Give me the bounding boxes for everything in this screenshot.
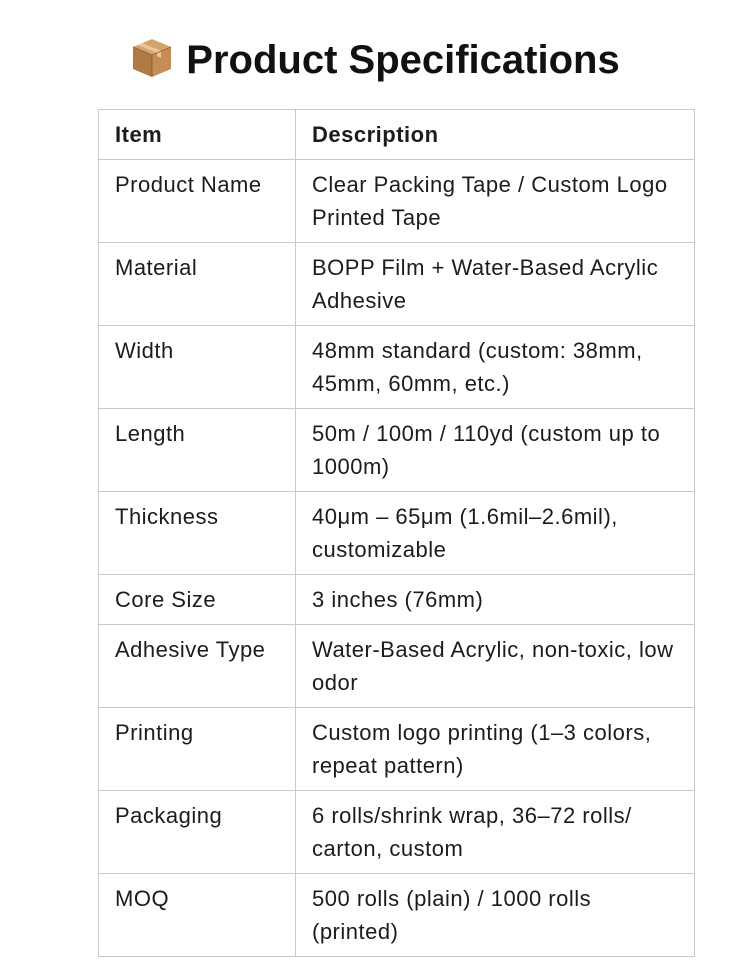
table-row (99, 874, 695, 957)
row-item: Width (99, 326, 296, 409)
row-description: 500 rolls (plain) / 1000 rolls (printed) (296, 874, 695, 957)
row-description: 50m / 100m / 110yd (custom up to 1000m) (296, 409, 695, 492)
row-description: Water-Based Acrylic, non-toxic, low odor (296, 625, 695, 708)
table-row (99, 326, 695, 409)
row-item: Material (99, 243, 296, 326)
row-item: Length (99, 409, 296, 492)
row-description: Clear Packing Tape / Custom Logo Printed Tape (296, 160, 695, 243)
column-header-description: Description (296, 110, 695, 160)
row-description: 3 inches (76mm) (296, 575, 695, 625)
table-row (99, 243, 695, 326)
column-header-item: Item (99, 110, 296, 160)
row-description: Custom logo printing (1–3 colors, repeat pattern) (296, 708, 695, 791)
page-title-text: Product Specifications (186, 38, 620, 82)
row-item: Packaging (99, 791, 296, 874)
row-description: BOPP Film + Water-Based Acrylic Adhesive (296, 243, 695, 326)
table-row (99, 492, 695, 575)
row-description: 48mm standard (custom: 38mm, 45mm, 60mm, etc.) (296, 326, 695, 409)
table-row (99, 625, 695, 708)
table-row (99, 409, 695, 492)
row-item: Printing (99, 708, 296, 791)
table-header-row (99, 110, 695, 160)
row-description: 40μm – 65μm (1.6mil–2.6mil), customizable (296, 492, 695, 575)
row-item: Adhesive Type (99, 625, 296, 708)
row-item: MOQ (99, 874, 296, 957)
row-item: Thickness (99, 492, 296, 575)
table-row (99, 791, 695, 874)
table-row (99, 708, 695, 791)
package-box-icon (130, 36, 174, 80)
row-item: Product Name (99, 160, 296, 243)
row-item: Core Size (99, 575, 296, 625)
table-row (99, 575, 695, 625)
table-row (99, 160, 695, 243)
spec-table (98, 109, 695, 957)
page-title (0, 30, 750, 90)
row-description: 6 rolls/shrink wrap, 36–72 rolls/ carton, custom (296, 791, 695, 874)
